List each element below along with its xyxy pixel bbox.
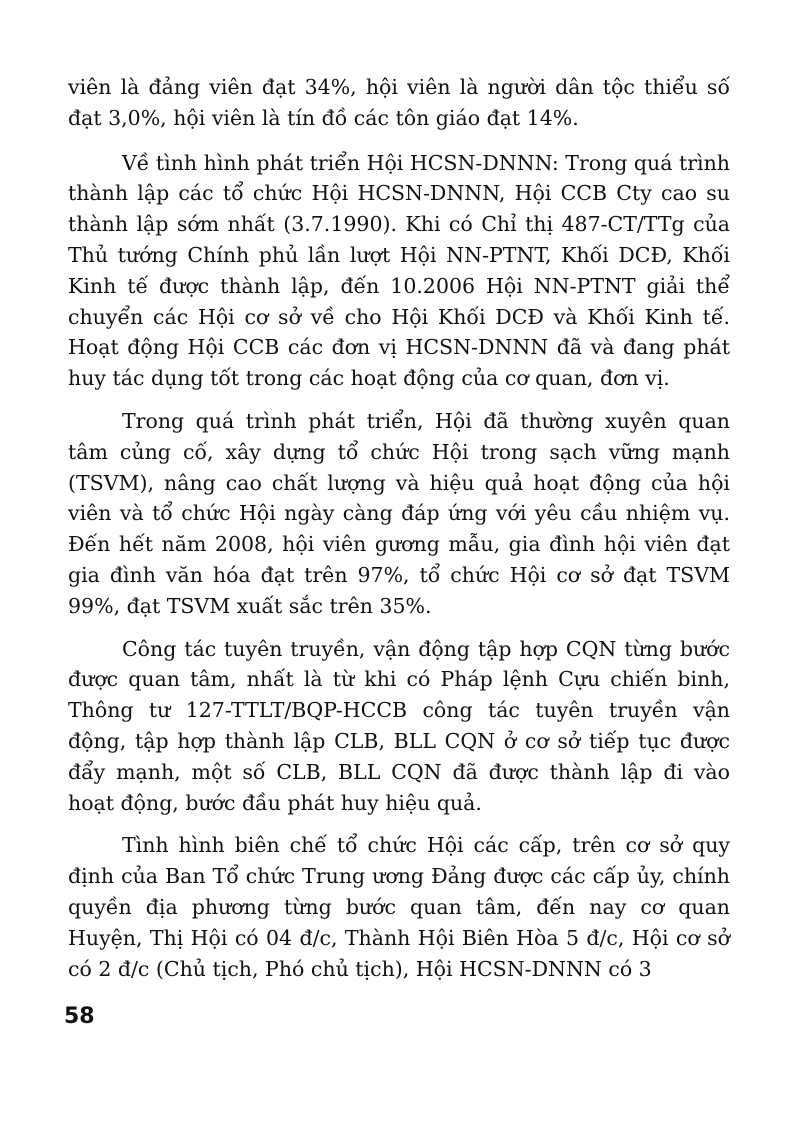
paragraph-hcsn-dnnn-development: Về tình hình phát triển Hội HCSN-DNNN: Trong quá trình thành lập các tổ chức Hội HCSN-DNNN, Hội CCB Cty cao su thành lập sớm nhất (3.7.1990). Khi có Chỉ thị 487-CT/TTg của Thủ tướng Chính phủ lần lượt Hội NN-PTNT, Khối DCĐ, Khối Kinh tế được thành lập, đến 10.2006 Hội NN-PTNT giải thể chuyển các Hội cơ sở về cho Hội Khối DCĐ và Khối Kinh tế. Hoạt động Hội CCB các đơn vị HCSN-DNNN đã và đang phát huy tác dụng tốt trong các hoạt động của cơ quan, đơn vị. <box>68 150 730 391</box>
paragraph-staffing-organization: Tình hình biên chế tổ chức Hội các cấp, trên cơ sở quy định của Ban Tổ chức Trung ương Đảng được các cấp ủy, chính quyền địa phương từng bước quan tâm, đến nay cơ quan Huyện, Thị Hội có 04 đ/c, Thành Hội Biên Hòa 5 đ/c, Hội cơ sở có 2 đ/c (Chủ tịch, Phó chủ tịch), Hội HCSN-DNNN có 3 <box>68 833 730 981</box>
paragraph-tsvm-consolidation: Trong quá trình phát triển, Hội đã thường xuyên quan tâm củng cố, xây dựng tổ chức Hội trong sạch vững mạnh (TSVM), nâng cao chất lượng và hiệu quả hoạt động của hội viên và tổ chức Hội ngày càng đáp ứng với yêu cầu nhiệm vụ. Đến hết năm 2008, hội viên gương mẫu, gia đình hội viên đạt gia đình văn hóa đạt trên 97%, tổ chức Hội cơ sở đạt TSVM 99%, đạt TSVM xuất sắc trên 35%. <box>68 408 730 618</box>
page-body <box>68 72 730 996</box>
paragraph-continuation: viên là đảng viên đạt 34%, hội viên là người dân tộc thiểu số đạt 3,0%, hội viên là tín đồ các tôn giáo đạt 14%. <box>68 75 730 130</box>
page-number: 58 <box>64 1004 95 1029</box>
paragraph-propaganda-work: Công tác tuyên truyền, vận động tập hợp CQN từng bước được quan tâm, nhất là từ khi có Pháp lệnh Cựu chiến binh, Thông tư 127-TTLT/BQP-HCCB công tác tuyên truyền vận động, tập hợp thành lập CLB, BLL CQN ở cơ sở tiếp tục được đẩy mạnh, một số CLB, BLL CQN đã được thành lập đi vào hoạt động, bước đầu phát huy hiệu quả. <box>68 636 730 815</box>
